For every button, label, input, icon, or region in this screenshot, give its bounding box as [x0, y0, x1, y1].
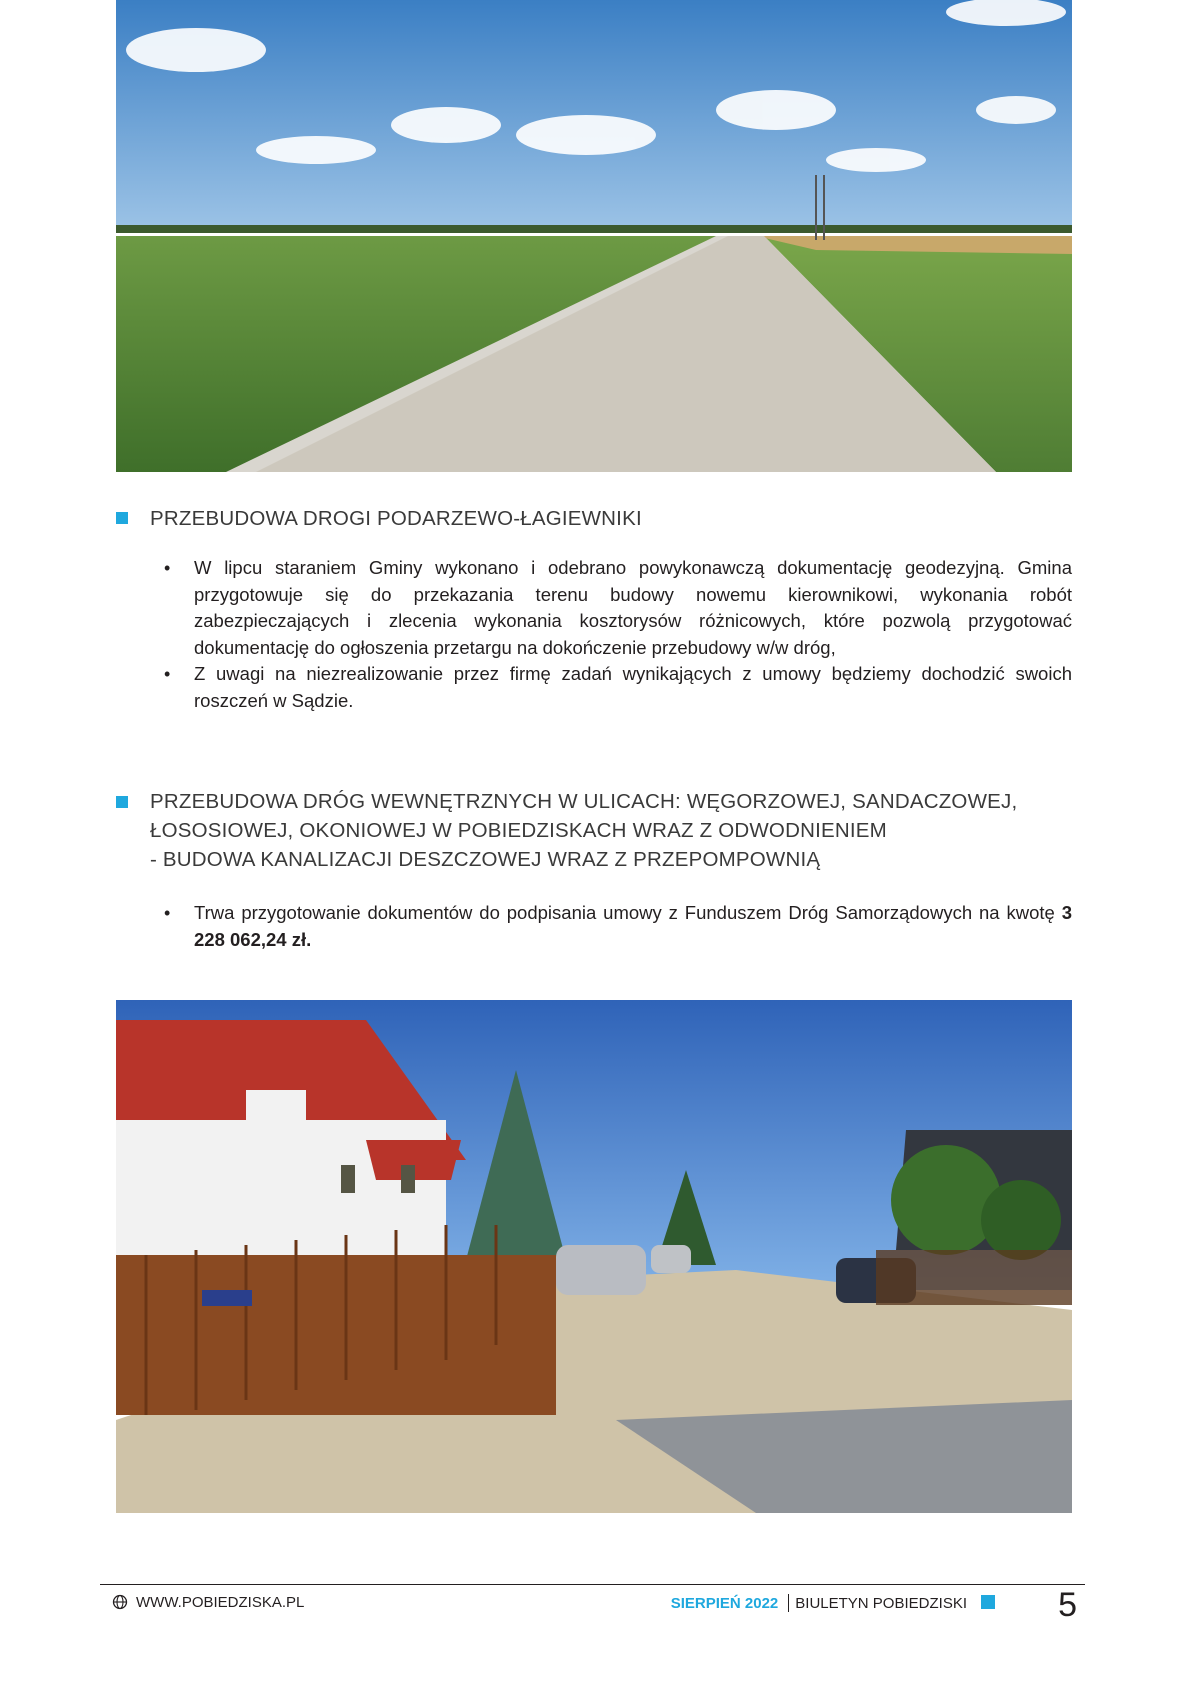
bullet-list: [116, 900, 1072, 953]
list-item: • Trwa przygotowanie dokumentów do podpisania umowy z Funduszem Dróg Samorządowych na kwotę 3 228 062,24 zł.: [164, 902, 1072, 950]
footer-separator: [788, 1594, 789, 1612]
footer-rule: [100, 1584, 1085, 1585]
page-footer: [100, 1584, 1085, 1624]
footer-website[interactable]: [112, 1594, 304, 1611]
page-number: 5: [1058, 1586, 1077, 1624]
section-marker-square: [116, 796, 128, 808]
street-photo-houses: [116, 1000, 1072, 1513]
section-podarzewo: [116, 504, 1072, 714]
list-item-text: Z uwagi na niezrealizowanie przez firmę zadań wynikających z umowy będziemy dochodzić swoich roszczeń w Sądzie.: [194, 663, 1072, 711]
section-ulice: [116, 787, 1072, 953]
footer-marker-square: [981, 1595, 995, 1609]
heading-line: PRZEBUDOWA DRÓG WEWNĘTRZNYCH W ULICACH: WĘGORZOWEJ, SANDACZOWEJ,: [150, 790, 1018, 813]
section-heading: [150, 504, 1072, 533]
issue-month: SIERPIEŃ 2022: [670, 1595, 779, 1612]
footer-issue: [671, 1594, 995, 1612]
contract-amount: 3 228 062,24 zł.: [194, 902, 1072, 950]
list-item-text: W lipcu staraniem Gminy wykonano i odebrano powykonawczą dokumentację geodezyjną. Gmina przygotowuje się do przekazania terenu budowy nowemu kierownikowi, wykonania robót zabezpieczających i zlecenia wykonania kosztorysów różnicowych, które pozwolą przygotować dokumentację do ogłoszenia przetargu na dokończenie przebudowy w/w dróg,: [194, 557, 1072, 658]
globe-icon: [112, 1594, 128, 1610]
section-heading: [150, 787, 1072, 874]
list-item-text: Trwa przygotowanie dokumentów do podpisania umowy z Funduszem Dróg Samorządowych na kwotę: [194, 902, 1062, 923]
bullet-list: [116, 555, 1072, 714]
heading-line: ŁOSOSIOWEJ, OKONIOWEJ W POBIEDZISKACH WRAZ Z ODWODNIENIEM: [150, 819, 887, 842]
heading-line: - BUDOWA KANALIZACJI DESZCZOWEJ WRAZ Z PRZEPOMPOWNIĄ: [150, 848, 821, 871]
section-marker-square: [116, 512, 128, 524]
publication-name: BIULETYN POBIEDZISKI: [795, 1595, 967, 1612]
website-link[interactable]: WWW.POBIEDZISKA.PL: [136, 1594, 305, 1611]
list-item: • Z uwagi na niezrealizowanie przez firmę zadań wynikających z umowy będziemy dochodzić swoich roszczeń w Sądzie.: [164, 663, 1072, 711]
heading-line: PRZEBUDOWA DROGI PODARZEWO-ŁAGIEWNIKI: [150, 507, 642, 530]
road-photo-fields: [116, 0, 1072, 472]
list-item: • W lipcu staraniem Gminy wykonano i odebrano powykonawczą dokumentację geodezyjną. Gmina przygotowuje się do przekazania terenu budowy nowemu kierownikowi, wykonania robót zabezpieczających i zlecenia wykonania kosztorysów różnicowych, które pozwolą przygotować dokumentację do ogłoszenia przetargu na dokończenie przebudowy w/w dróg,: [164, 557, 1072, 658]
